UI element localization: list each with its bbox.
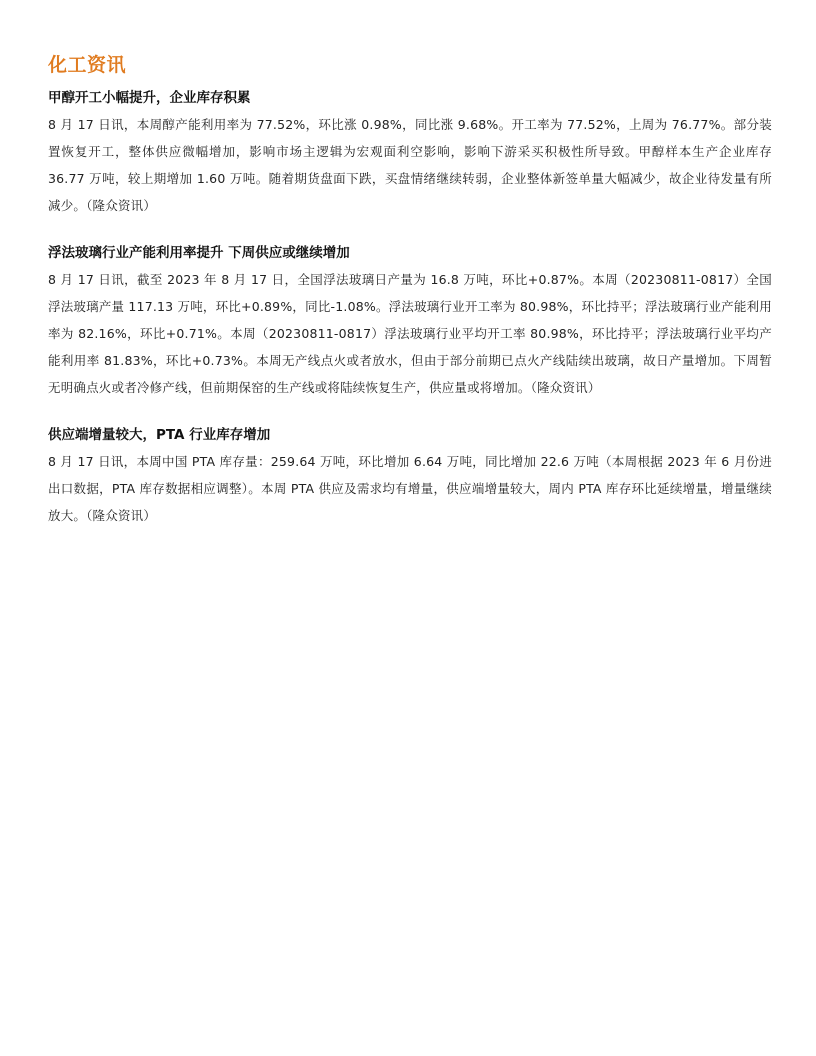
section-title: 化工资讯 xyxy=(48,54,127,76)
article-body: 8 月 17 日讯，本周中国 PTA 库存量：259.64 万吨，环比增加 6.64 万吨，同比增加 22.6 万吨（本周根据 2023 年 6 月份进出口数据，PTA 库存数据相应调整）。本周 PTA 供应及需求均有增量，供应端增量较大，周内 PTA 库存环比延续增量，增量继续放大。（隆众资讯） xyxy=(48,454,772,523)
article-title: 甲醇开工小幅提升，企业库存积累 xyxy=(48,90,251,106)
article-pta xyxy=(48,425,772,529)
article-title: 浮法玻璃行业产能利用率提升 下周供应或继续增加 xyxy=(48,245,350,261)
article-body: 8 月 17 日讯，截至 2023 年 8 月 17 日，全国浮法玻璃日产量为 16.8 万吨，环比+0.87%。本周（20230811-0817）全国浮法玻璃产量 117.13 万吨，环比+0.89%，同比-1.08%。浮法玻璃行业开工率为 80.98%，环比持平；浮法玻璃行业产能利用率为 82.16%，环比+0.71%。本周（20230811-0817）浮法玻璃行业平均开工率 80.98%，环比持平；浮法玻璃行业平均产能利用率 81.83%，环比+0.73%。本周无产线点火或者放水，但由于部分前期已点火产线陆续出玻璃，故日产量增加。下周暂无明确点火或者冷修产线，但前期保窑的生产线或将陆续恢复生产，供应量或将增加。（隆众资讯） xyxy=(48,272,772,395)
article-methanol xyxy=(48,88,772,219)
article-title: 供应端增量较大，PTA 行业库存增加 xyxy=(48,427,271,443)
document-page xyxy=(48,52,772,553)
article-body: 8 月 17 日讯，本周醇产能利用率为 77.52%，环比涨 0.98%，同比涨 9.68%。开工率为 77.52%，上周为 76.77%。部分装置恢复开工，整体供应微幅增加，影响市场主逻辑为宏观面利空影响，影响下游采买积极性所导致。甲醇样本生产企业库存 36.77 万吨，较上期增加 1.60 万吨。随着期货盘面下跌，买盘情绪继续转弱，企业整体新签单量大幅减少，故企业待发量有所减少。（隆众资讯） xyxy=(48,117,772,213)
article-float-glass xyxy=(48,243,772,401)
